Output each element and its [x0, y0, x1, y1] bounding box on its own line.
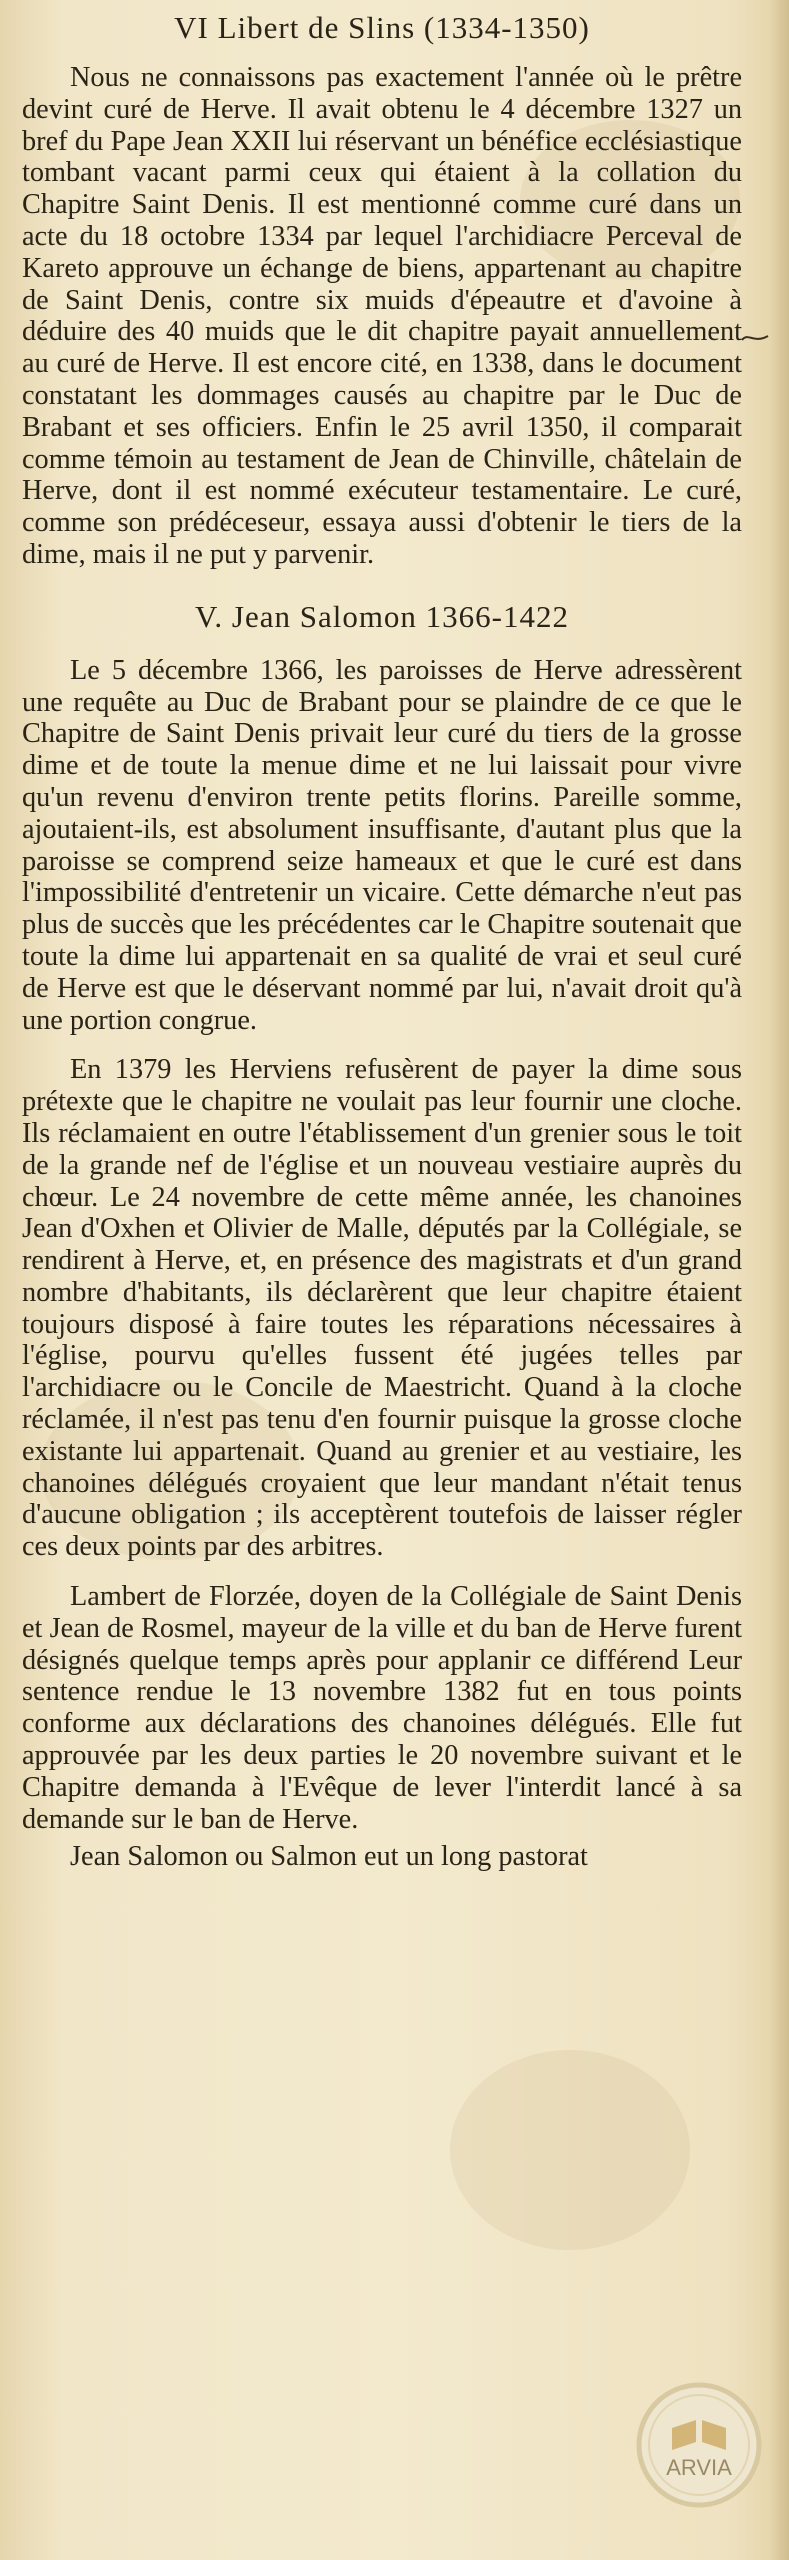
paragraph-sentence-1382: Lambert de Florzée, doyen de la Collégiale de Saint Denis et Jean de Rosmel, mayeur de la ville et du ban de Herve furent désignés quelque temps après pour applanir ce différend Leur sentence rendue le 13 novembre 1382 fut en tous points conforme aux déclarations des chanoines délégués. Elle fut approuvée par les deux parties le 20 novembre suivant et le Chapitre demanda à l'Evêque de lever l'interdit lancé à sa demande sur le ban de Herve.	[22, 1581, 742, 1835]
svg-text:ARVIA: ARVIA	[666, 2455, 732, 2480]
paragraph-libert-de-slins: Nous ne connaissons pas exactement l'année où le prêtre devint curé de Herve. Il avait obtenu le 4 décembre 1327 un bref du Pape Jean XXII lui réservant un bénéfice ecclésiastique tombant vacant parmi ceux qui étaient à la collation du Chapitre Saint Denis. Il est mentionné comme curé dans un acte du 18 octobre 1334 par lequel l'archidiacre Perceval de Kareto approuve un échange de biens, appartenant au chapitre de Saint Denis, contre six muids d'épeautre et d'avoine à déduire des 40 muids que le dit chapitre payait annuellement au curé de Herve. Il est encore cité, en 1338, dans le document constatant les dommages causés au chapitre par le Duc de Brabant et ses officiers. Enfin le 25 avril 1350, il comparait comme témoin au testament de Jean de Chinville, châtelain de Herve, dont il est nommé exécuteur testamentaire. Le curé, comme son prédéceseur, essaya aussi d'obtenir le tiers de la dime, mais il ne put y parvenir.	[22, 62, 742, 570]
page-edge-shadow	[769, 0, 789, 2560]
ink-mark-icon	[740, 330, 770, 346]
section-heading-libert-de-slins: VI Libert de Slins (1334-1350)	[174, 10, 590, 45]
text-column	[22, 8, 742, 1873]
arvia-stamp-logo	[634, 2380, 764, 2510]
paper-stain	[450, 2050, 690, 2250]
paragraph-herviens-1379: En 1379 les Herviens refusèrent de payer la dime sous prétexte que le chapitre ne voulait pas leur fournir une cloche. Ils réclamaient en outre l'établissement d'un grenier sous le toit de la grande nef de l'église et un nouveau vestiaire auprès du chœur. Le 24 novembre de cette même année, les chanoines Jean d'Oxhen et Olivier de Malle, députés par la Collégiale, se rendirent à Herve, et, en présence des magistrats et d'un grand nombre d'habitants, ils déclarèrent que leur chapitre étaient toujours disposé à faire toutes les réparations nécessaires à l'église, pourvu qu'elles fussent été jugées telles par l'archidiacre ou le Concile de Maestricht. Quand à la cloche réclamée, il n'est pas tenu d'en fournir puisque la grosse cloche existante lui appartenait. Quand au grenier et au vestiaire, les chanoines délégués croyaient que leur mandant n'était tenus d'aucune obligation ; ils acceptèrent toutefois de laisser régler ces deux points par des arbitres.	[22, 1054, 742, 1563]
section-heading-jean-salomon: V. Jean Salomon 1366-1422	[194, 598, 570, 634]
paragraph-long-pastorat: Jean Salomon ou Salmon eut un long pastorat	[70, 1841, 588, 1873]
paragraph-requete-1366: Le 5 décembre 1366, les paroisses de Herve adressèrent une requête au Duc de Brabant pour se plaindre de ce que le Chapitre de Saint Denis privait leur curé du tiers de la grosse dime et de toute la menue dime et ne lui laissait pour vivre qu'un revenu d'environ trente petits florins. Pareille somme, ajoutaient-ils, est absolument insuffisante, d'autant plus que la paroisse se comprend seize hameaux et que le curé est dans l'impossibilité d'entretenir un vicaire. Cette démarche n'eut pas plus de succès que les précédentes car le Chapitre soutenait que toute la dime lui appartenait en sa qualité de vrai et seul curé de Herve est que le déservant nommé par lui, n'avait droit qu'à une portion congrue.	[22, 654, 742, 1036]
